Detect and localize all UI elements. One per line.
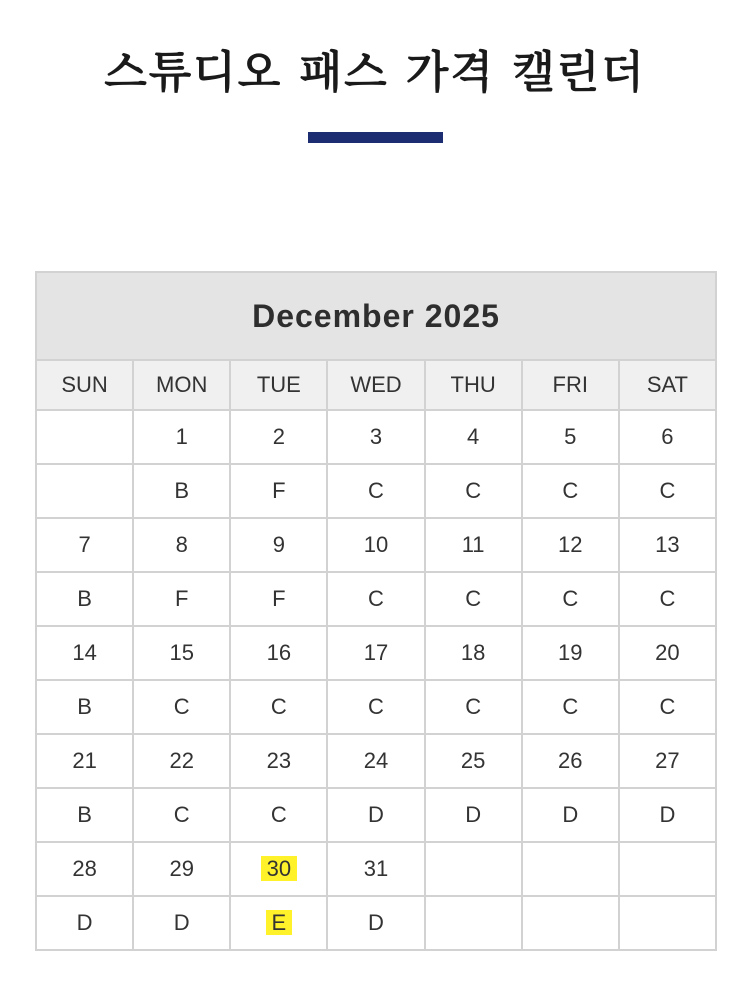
calendar-date-row [36, 626, 716, 680]
date-cell-fri [522, 410, 619, 464]
price-grade-cell-sat [619, 896, 716, 950]
weekday-fri: FRI [522, 360, 619, 410]
date-cell-thu [425, 410, 522, 464]
date-cell-thu [425, 734, 522, 788]
price-grade: C [465, 694, 482, 719]
date-cell-tue [230, 410, 327, 464]
date-cell-sat [619, 410, 716, 464]
date-cell-sun [36, 410, 133, 464]
date-number: 2 [272, 424, 285, 449]
calendar-grade-row [36, 896, 716, 950]
calendar-date-row [36, 410, 716, 464]
price-grade: C [368, 586, 384, 611]
weekday-wed: WED [327, 360, 424, 410]
price-grade-cell-sun [36, 572, 133, 626]
page-title: 스튜디오 패스 가격 캘린더 [104, 47, 646, 99]
price-grade: B [77, 694, 92, 719]
date-number: 1 [175, 424, 188, 449]
price-grade: C [659, 478, 676, 503]
price-grade-cell-thu [425, 680, 522, 734]
date-cell-sun [36, 626, 133, 680]
price-grade-cell-mon [133, 896, 230, 950]
price-grade-cell-tue [230, 680, 327, 734]
weekday-row [36, 360, 716, 410]
calendar-grade-row [36, 680, 716, 734]
calendar-grade-row [36, 788, 716, 842]
weekday-sun: SUN [36, 360, 133, 410]
calendar-body [36, 410, 716, 950]
price-grade-cell-wed [327, 572, 424, 626]
price-grade-cell-thu [425, 464, 522, 518]
date-number: 31 [363, 856, 389, 881]
date-cell-fri [522, 842, 619, 896]
price-grade-cell-fri [522, 788, 619, 842]
date-number: 9 [272, 532, 285, 557]
date-number: 8 [175, 532, 188, 557]
price-grade-cell-mon [133, 680, 230, 734]
price-grade: D [368, 802, 384, 827]
price-grade: D [659, 802, 676, 827]
date-cell-sun [36, 842, 133, 896]
price-grade: F [272, 478, 286, 503]
date-cell-wed [327, 410, 424, 464]
price-grade: F [272, 586, 286, 611]
price-grade-cell-thu [425, 788, 522, 842]
price-grade: C [368, 478, 384, 503]
weekday-mon: MON [133, 360, 230, 410]
date-number: 6 [661, 424, 674, 449]
weekday-thu: THU [425, 360, 522, 410]
calendar-date-row [36, 734, 716, 788]
date-cell-sat [619, 518, 716, 572]
price-grade-cell-wed [327, 896, 424, 950]
date-cell-wed [327, 626, 424, 680]
title-underline [308, 132, 443, 143]
price-grade: C [562, 478, 579, 503]
price-grade-cell-fri [522, 464, 619, 518]
price-grade-cell-thu [425, 896, 522, 950]
date-cell-sat [619, 734, 716, 788]
date-number: 26 [558, 748, 583, 773]
weekday-sat: SAT [619, 360, 716, 410]
price-grade-cell-sun [36, 464, 133, 518]
date-cell-fri [522, 734, 619, 788]
price-grade: C [659, 586, 676, 611]
date-number: 4 [467, 424, 480, 449]
price-grade-cell-tue [230, 464, 327, 518]
date-cell-wed [327, 518, 424, 572]
price-grade: C [173, 694, 190, 719]
price-grade: B [77, 802, 92, 827]
date-cell-sun [36, 734, 133, 788]
price-grade-cell-fri [522, 572, 619, 626]
date-cell-mon [133, 410, 230, 464]
date-number: 16 [266, 640, 292, 665]
date-cell-mon [133, 518, 230, 572]
weekday-tue: TUE [230, 360, 327, 410]
calendar-grade-row [36, 464, 716, 518]
date-number: 10 [363, 532, 389, 557]
price-grade: B [174, 478, 190, 503]
price-grade: D [76, 910, 93, 935]
date-number: 30 [261, 856, 297, 881]
price-grade: D [173, 910, 190, 935]
price-grade-cell-sun [36, 788, 133, 842]
calendar-date-row [36, 518, 716, 572]
price-grade-cell-wed [327, 464, 424, 518]
date-number: 25 [460, 748, 486, 773]
price-grade: C [465, 586, 482, 611]
price-grade: B [77, 586, 92, 611]
date-number: 15 [169, 640, 194, 665]
date-cell-wed [327, 734, 424, 788]
price-grade-cell-sun [36, 896, 133, 950]
price-grade: C [270, 694, 287, 719]
price-grade-cell-tue [230, 572, 327, 626]
date-number: 11 [461, 532, 485, 557]
price-grade-cell-fri [522, 896, 619, 950]
price-grade: C [173, 802, 190, 827]
calendar-date-row [36, 842, 716, 896]
date-cell-fri [522, 518, 619, 572]
date-number: 20 [655, 640, 680, 665]
date-cell-sat [619, 626, 716, 680]
date-number: 13 [655, 532, 680, 557]
price-grade: C [562, 694, 579, 719]
price-grade: C [270, 802, 287, 827]
price-grade-cell-thu [425, 572, 522, 626]
date-cell-mon [133, 734, 230, 788]
date-number: 5 [564, 424, 577, 449]
date-number: 17 [363, 640, 389, 665]
date-number: 28 [72, 856, 97, 881]
price-grade: C [659, 694, 676, 719]
price-grade: C [562, 586, 579, 611]
price-grade-cell-wed [327, 680, 424, 734]
date-cell-thu [425, 518, 522, 572]
price-grade-cell-sat [619, 680, 716, 734]
price-grade: C [368, 694, 384, 719]
price-grade-cell-sat [619, 788, 716, 842]
price-grade: E [266, 910, 293, 935]
date-number: 21 [72, 748, 97, 773]
date-cell-fri [522, 626, 619, 680]
date-number: 24 [363, 748, 389, 773]
date-cell-tue [230, 734, 327, 788]
price-grade-cell-mon [133, 464, 230, 518]
price-grade-cell-sun [36, 680, 133, 734]
date-number: 23 [266, 748, 292, 773]
price-grade: D [368, 910, 384, 935]
date-cell-thu [425, 842, 522, 896]
date-cell-wed [327, 842, 424, 896]
date-cell-sat [619, 842, 716, 896]
date-number: 12 [558, 532, 583, 557]
date-cell-tue [230, 518, 327, 572]
calendar-month-header: December 2025 [36, 272, 716, 360]
date-cell-thu [425, 626, 522, 680]
price-grade: F [174, 586, 189, 611]
date-number: 18 [460, 640, 486, 665]
date-number: 7 [78, 532, 91, 557]
price-grade-cell-sat [619, 572, 716, 626]
date-number: 14 [72, 640, 97, 665]
price-grade-cell-fri [522, 680, 619, 734]
price-grade-cell-wed [327, 788, 424, 842]
calendar-grade-row [36, 572, 716, 626]
price-grade-cell-mon [133, 572, 230, 626]
date-number: 27 [655, 748, 680, 773]
price-grade-cell-tue [230, 788, 327, 842]
price-grade: D [562, 802, 579, 827]
date-cell-tue [230, 626, 327, 680]
price-grade-cell-sat [619, 464, 716, 518]
date-cell-tue [230, 842, 327, 896]
date-cell-mon [133, 626, 230, 680]
date-number: 19 [558, 640, 583, 665]
price-grade-cell-tue [230, 896, 327, 950]
date-cell-sun [36, 518, 133, 572]
price-grade: C [465, 478, 482, 503]
date-number: 22 [169, 748, 194, 773]
price-calendar [35, 271, 717, 951]
date-cell-mon [133, 842, 230, 896]
price-grade-cell-mon [133, 788, 230, 842]
date-number: 29 [169, 856, 194, 881]
price-grade: D [465, 802, 482, 827]
date-number: 3 [369, 424, 383, 449]
